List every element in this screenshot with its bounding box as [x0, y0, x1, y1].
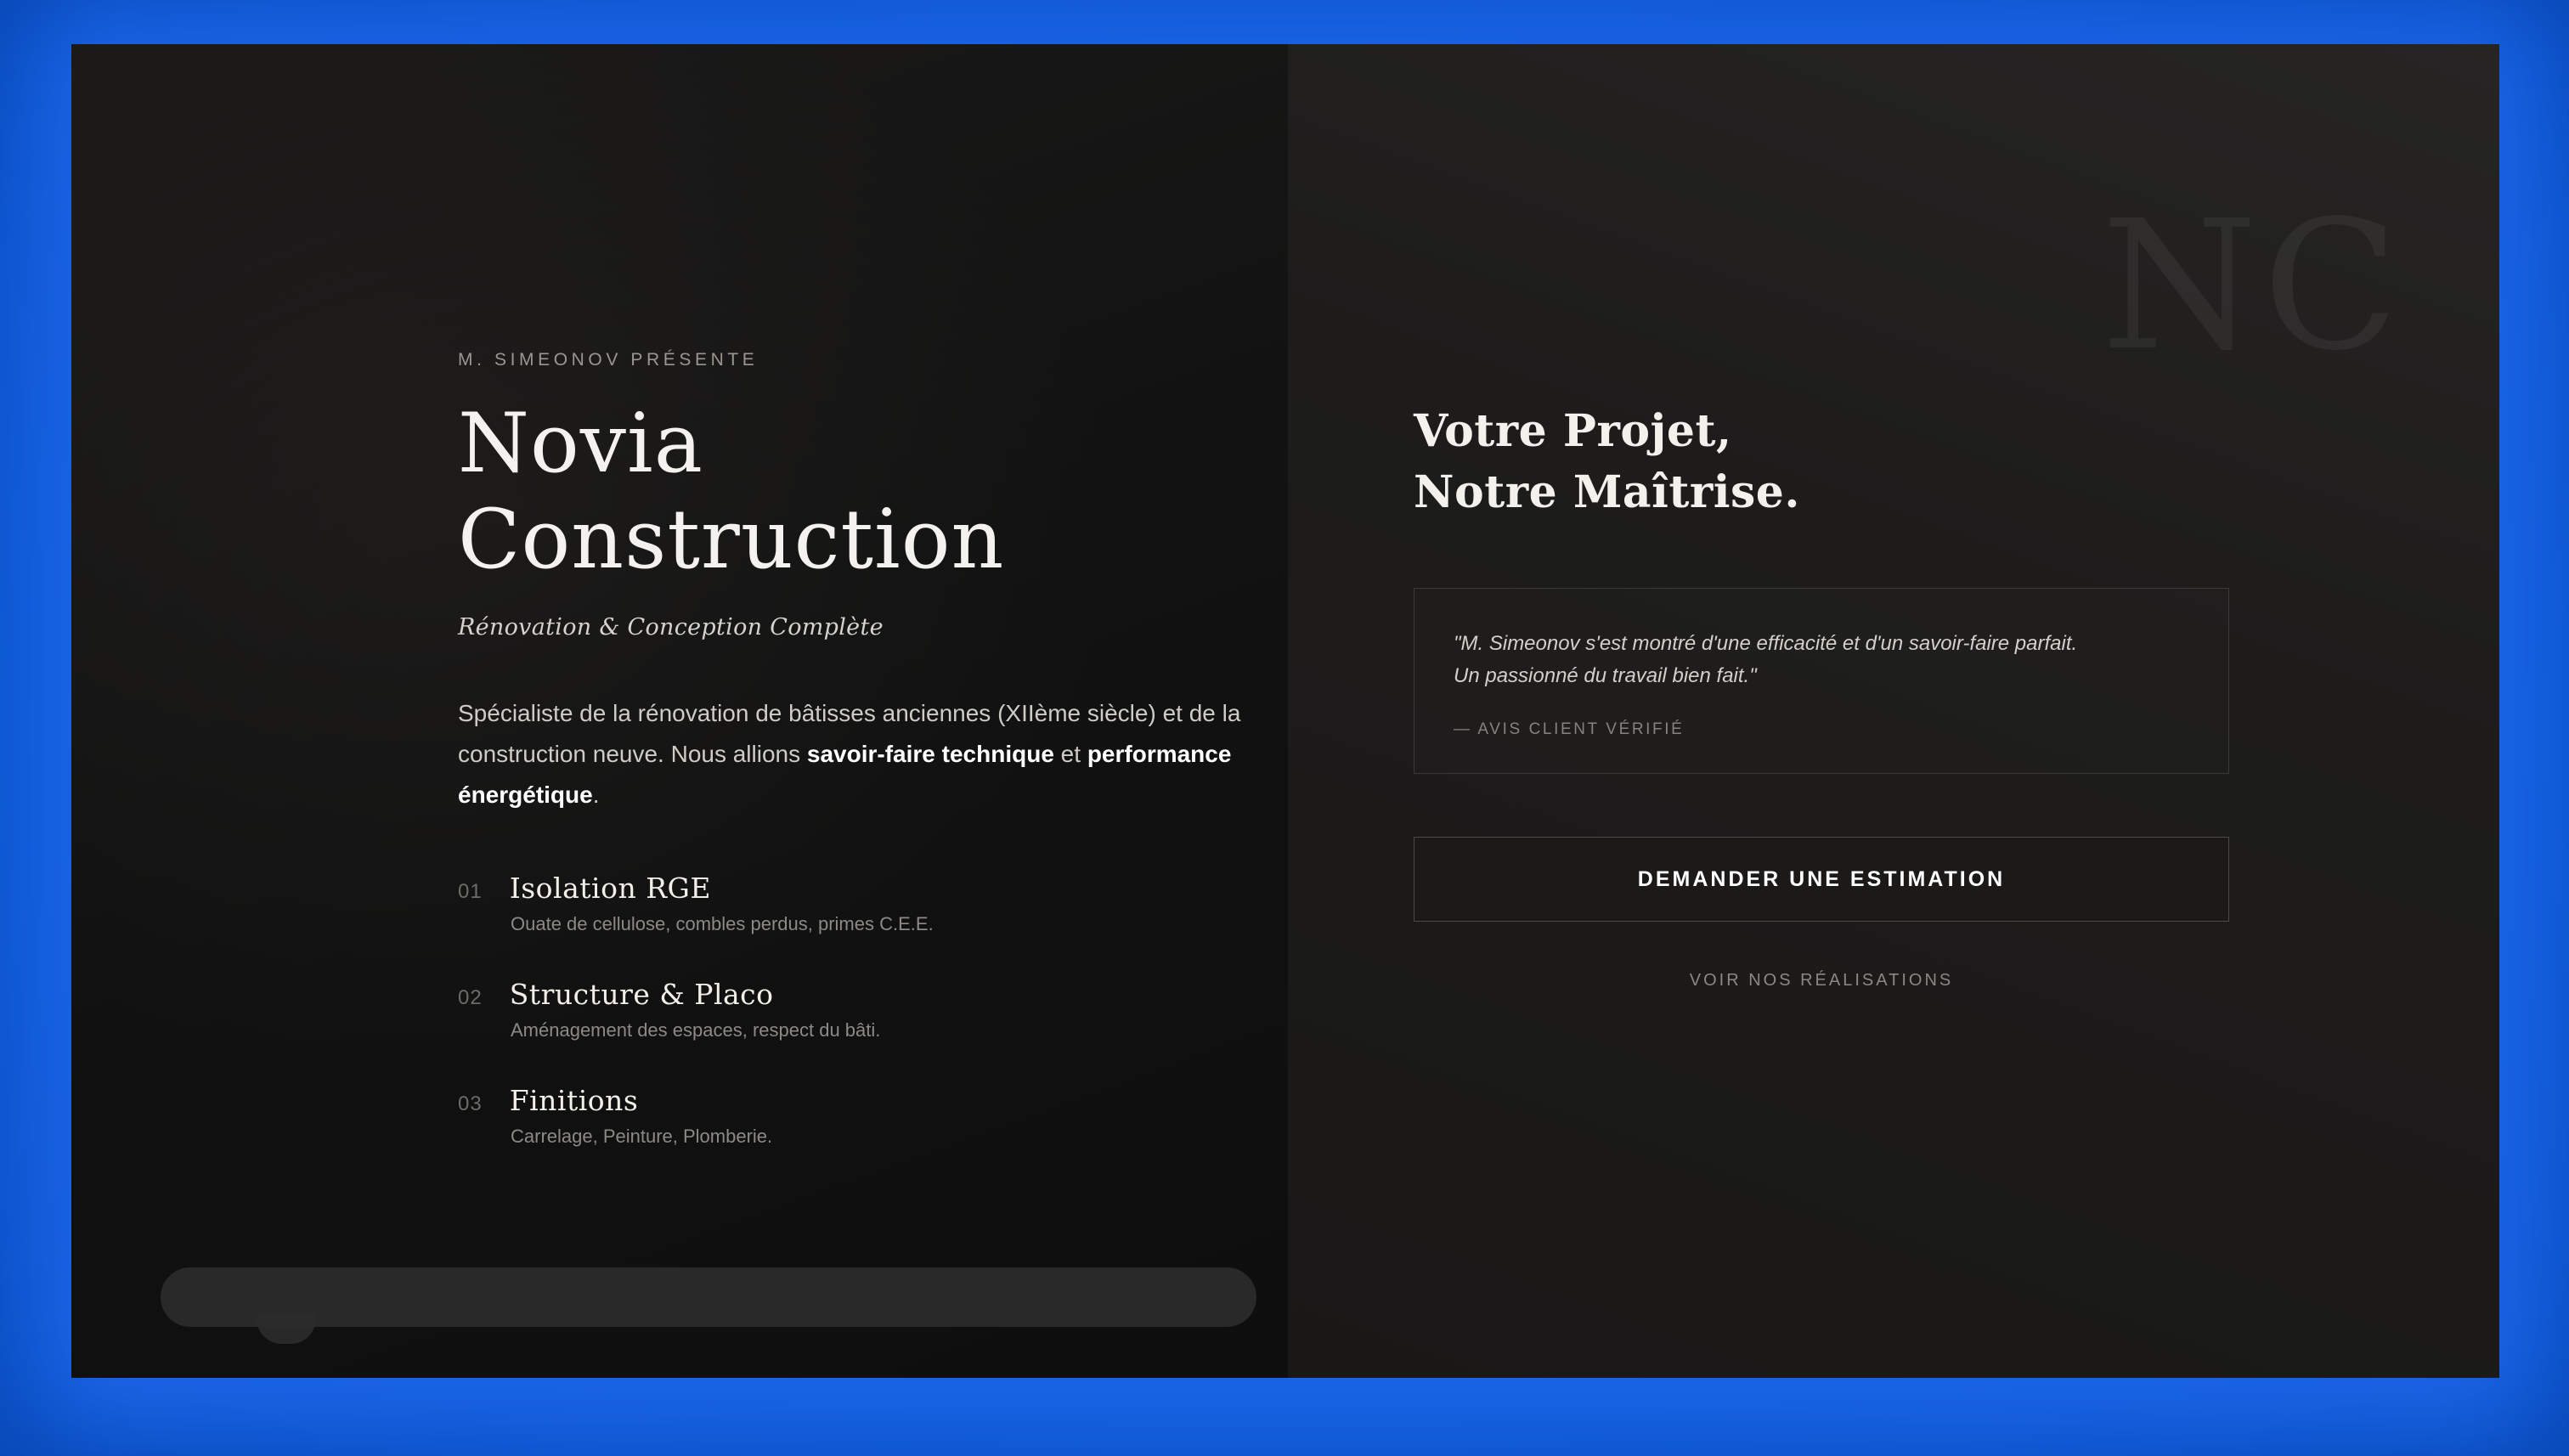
eyebrow-text: M. SIMEONOV PRÉSENTE: [458, 350, 759, 370]
overlay-bar: [161, 1267, 1256, 1327]
right-title-line-2: Notre Maîtrise.: [1414, 466, 1800, 518]
title-line-1: Novia: [458, 396, 703, 491]
feature-name: Isolation RGE: [509, 872, 711, 905]
testimonial-attribution: — AVIS CLIENT VÉRIFIÉ: [1454, 720, 1685, 739]
feature-number: 03: [458, 1092, 483, 1115]
subtitle: Rénovation & Conception Complète: [458, 613, 884, 641]
feature-description: Carrelage, Peinture, Plomberie.: [511, 1126, 773, 1147]
description-bold-1: savoir-faire technique: [806, 740, 1054, 767]
list-item: [458, 1084, 1256, 1148]
left-panel: [71, 44, 1288, 1378]
testimonial-card: [1414, 588, 2229, 775]
title-line-2: Construction: [458, 492, 1005, 588]
feature-number: 02: [458, 986, 483, 1009]
feature-header: [458, 978, 1256, 1011]
feature-name: Structure & Placo: [509, 978, 774, 1011]
page-title: [458, 396, 1256, 589]
description-part-2: et: [1053, 740, 1087, 767]
description-paragraph: [458, 693, 1273, 815]
description-part-3: .: [592, 781, 600, 808]
description-part-1: Spécialiste de la rénovation de bâtisses anciennes (XIIème siècle) et de la construction neuve. Nous allions: [458, 699, 1241, 767]
feature-header: [458, 872, 1256, 905]
quote-line-1: "M. Simeonov s'est montré d'une efficacité et d'un savoir-faire parfait.: [1454, 631, 2078, 655]
testimonial-quote: [1454, 628, 2189, 694]
feature-number: 01: [458, 880, 483, 903]
right-title-line-1: Votre Projet,: [1414, 405, 1732, 457]
list-item: [458, 978, 1256, 1041]
quote-line-2: Un passionné du travail bien fait.": [1454, 664, 1757, 688]
right-panel: [1288, 44, 2499, 1378]
left-panel-content: [458, 350, 1256, 1190]
feature-description: Aménagement des espaces, respect du bâti.: [511, 1019, 881, 1041]
request-estimate-button[interactable]: DEMANDER UNE ESTIMATION: [1414, 837, 2229, 922]
right-panel-title: [1414, 401, 2280, 523]
feature-description: Ouate de cellulose, combles perdus, primes C.E.E.: [511, 913, 934, 934]
right-panel-content: [1414, 401, 2280, 990]
presentation-card: [71, 44, 2499, 1378]
feature-name: Finitions: [509, 1084, 639, 1117]
features-list: [458, 872, 1256, 1148]
brand-monogram-watermark: NC: [2101, 182, 2404, 390]
list-item: [458, 872, 1256, 935]
view-projects-link[interactable]: VOIR NOS RÉALISATIONS: [1689, 971, 1954, 990]
feature-header: [458, 1084, 1256, 1117]
description-bold-2: performance énergétique: [458, 740, 1232, 808]
